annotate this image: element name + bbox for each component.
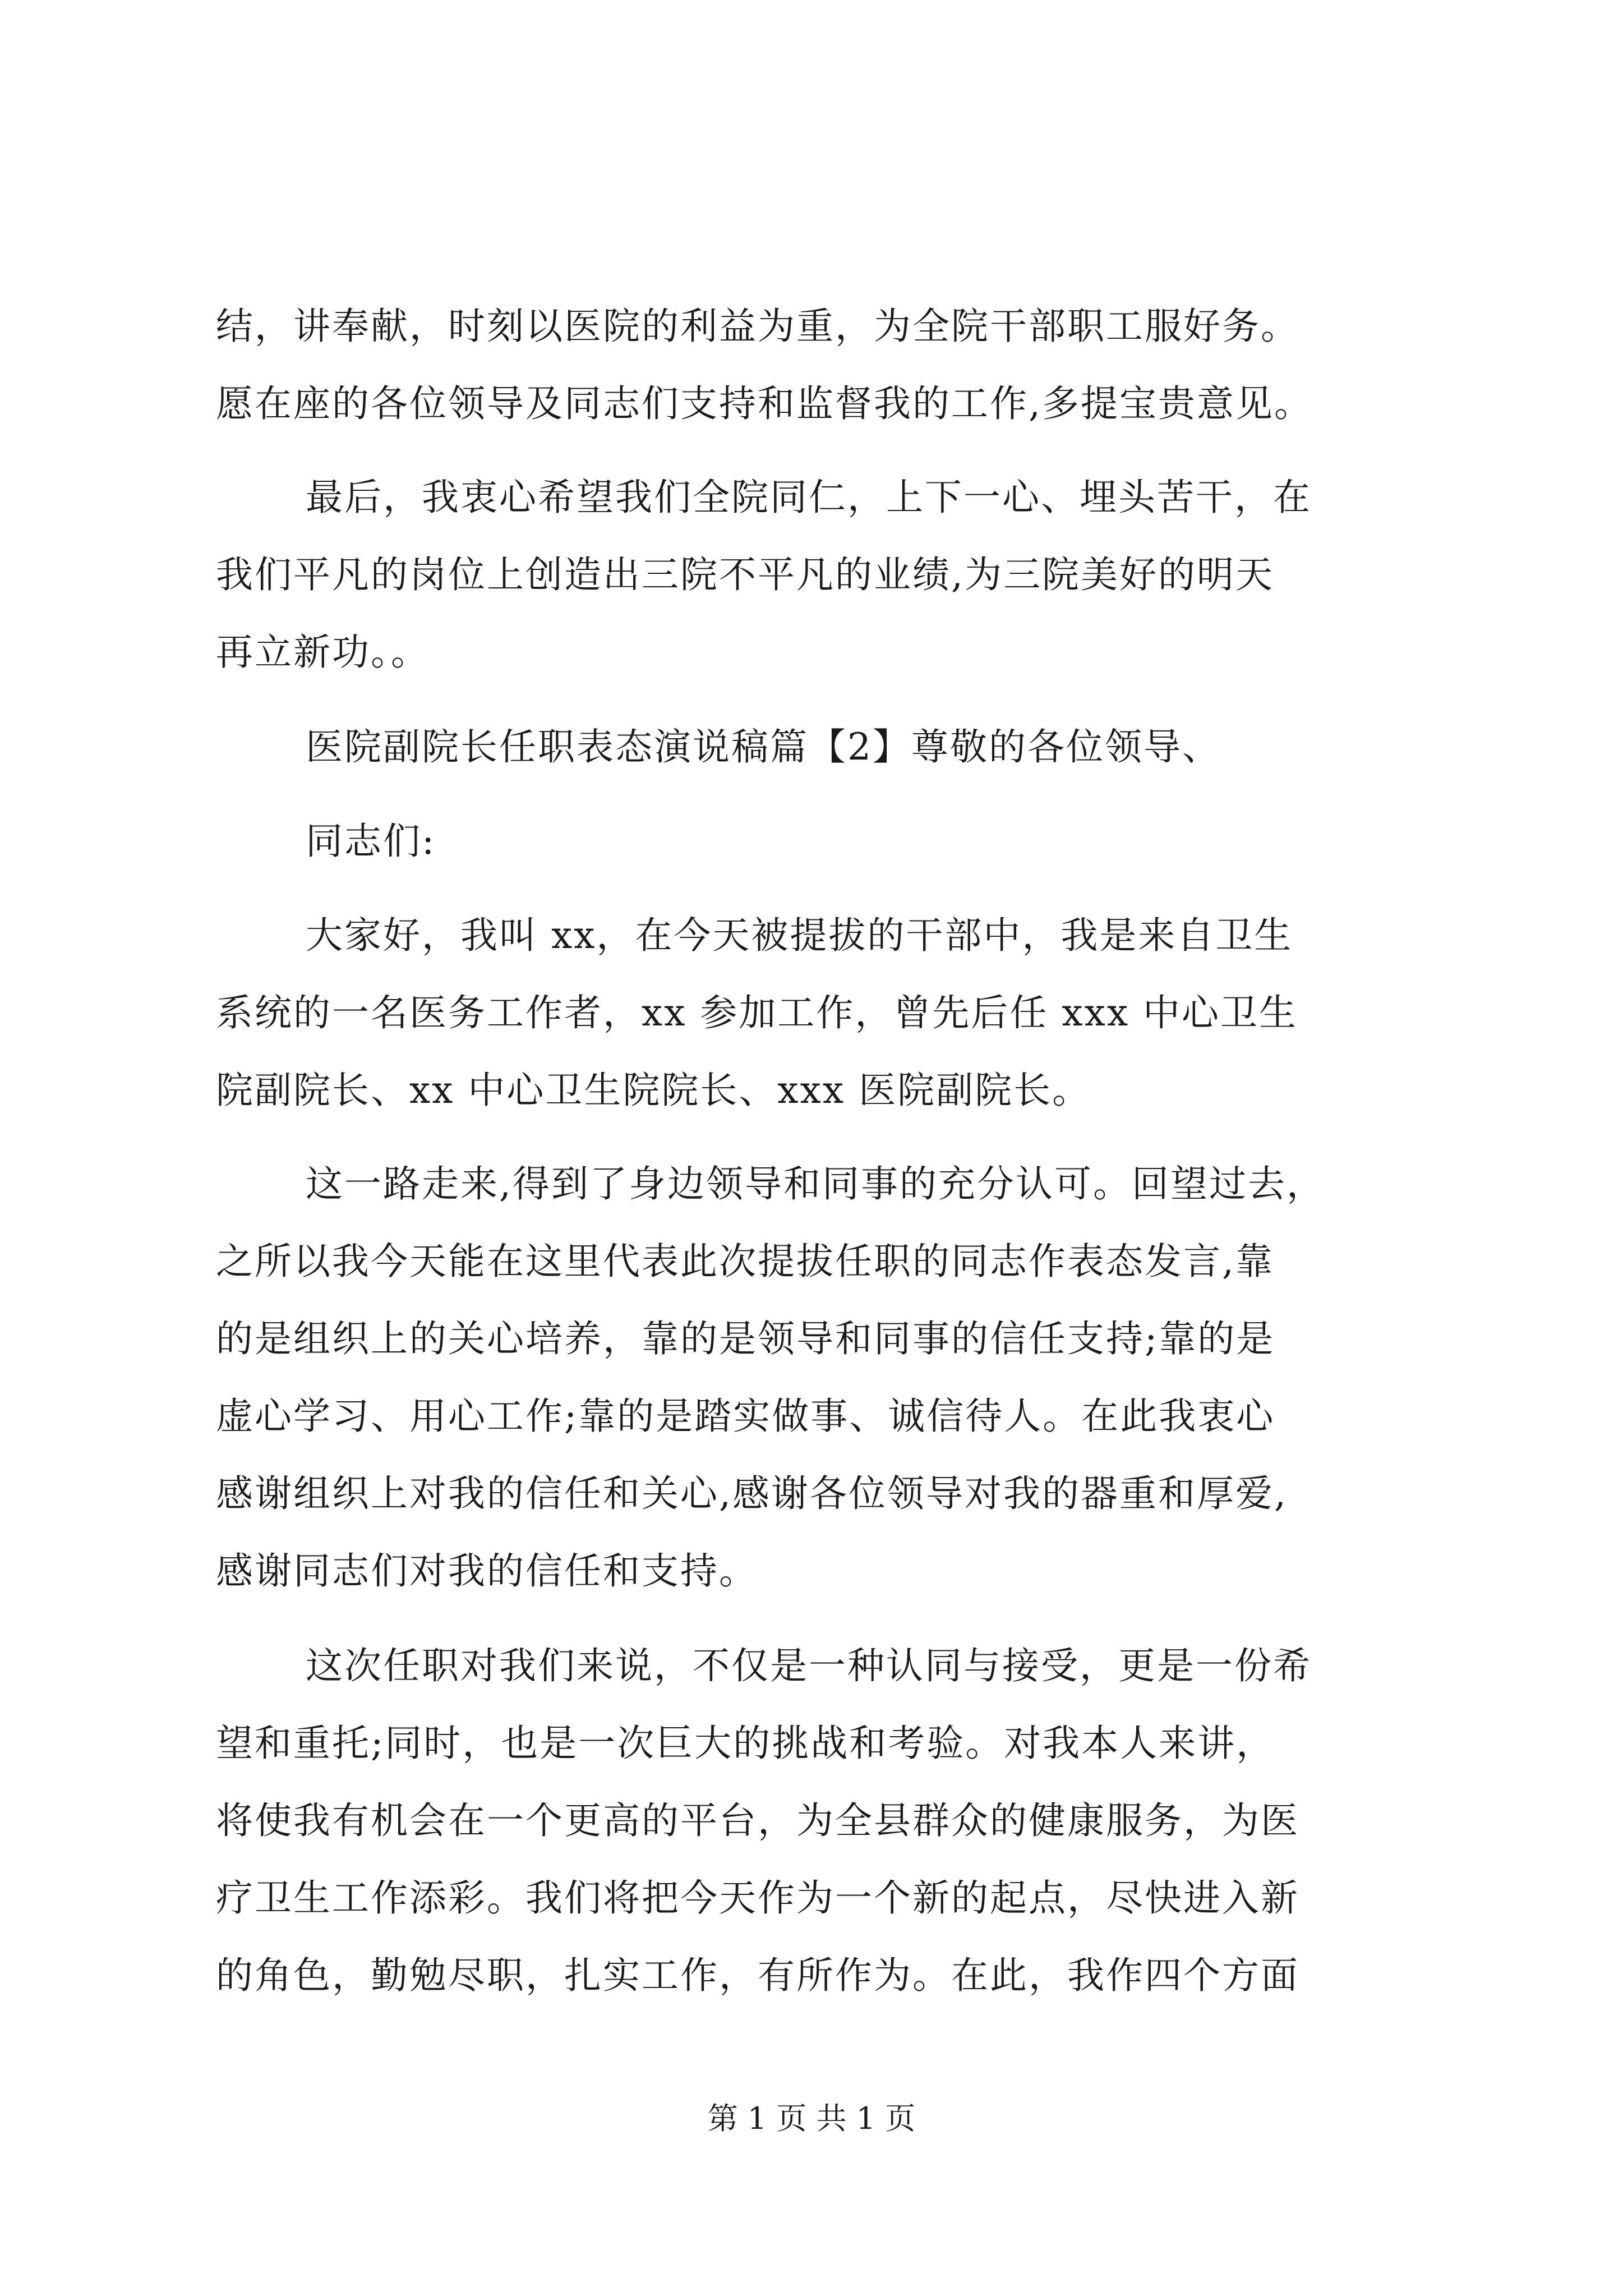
text-line: 这一路走来,得到了身边领导和同事的充分认可。回望过去， [306,1162,1325,1205]
text-line: 的是组织上的关心培养，靠的是领导和同事的信任支持;靠的是 [216,1317,1275,1360]
section-heading: 医院副院长任职表态演说稿篇【2】尊敬的各位领导、 [306,725,1221,769]
page-number-footer: 第 1 页 共 1 页 [707,2101,916,2136]
text-line: 这次任职对我们来说，不仅是一种认同与接受，更是一份希 [306,1644,1312,1687]
text-line: 我们平凡的岗位上创造出三院不平凡的业绩,为三院美好的明天 [216,553,1274,596]
text-line: 之所以我今天能在这里代表此次提拔任职的同志作表态发言,靠 [216,1240,1274,1283]
text-line: 的角色，勤勉尽职，扎实工作，有所作为。在此，我作四个方面 [216,1954,1299,1997]
text-line: 结，讲奉献，时刻以医院的利益为重，为全院干部职工服好务。 [216,305,1299,348]
salutation: 同志们: [306,820,436,863]
text-line: 最后，我衷心希望我们全院同仁，上下一心、埋头苦干，在 [306,476,1312,519]
text-line: 大家好，我叫 xx，在今天被提拔的干部中，我是来自卫生 [306,914,1293,957]
text-line: 再立新功。。 [216,631,430,674]
text-line: 感谢组织上对我的信任和关心,感谢各位领导对我的器重和厚爱, [216,1472,1288,1515]
text-line: 将使我有机会在一个更高的平台，为全县群众的健康服务，为医 [216,1799,1299,1842]
text-line: 院副院长、xx 中心卫生院院长、xxx 医院副院长。 [216,1069,1091,1112]
text-line: 疗卫生工作添彩。我们将把今天作为一个新的起点，尽快进入新 [216,1876,1299,1920]
text-line: 望和重托;同时，也是一次巨大的挑战和考验。对我本人来讲， [216,1722,1275,1765]
text-line: 感谢同志们对我的信任和支持。 [216,1549,758,1593]
text-line: 愿在座的各位领导及同志们支持和监督我的工作,多提宝贵意见。 [216,382,1313,425]
text-line: 虚心学习、用心工作;靠的是踏实做事、诚信待人。在此我衷心 [216,1395,1275,1438]
text-line: 系统的一名医务工作者，xx 参加工作，曾先后任 xxx 中心卫生 [216,991,1298,1034]
